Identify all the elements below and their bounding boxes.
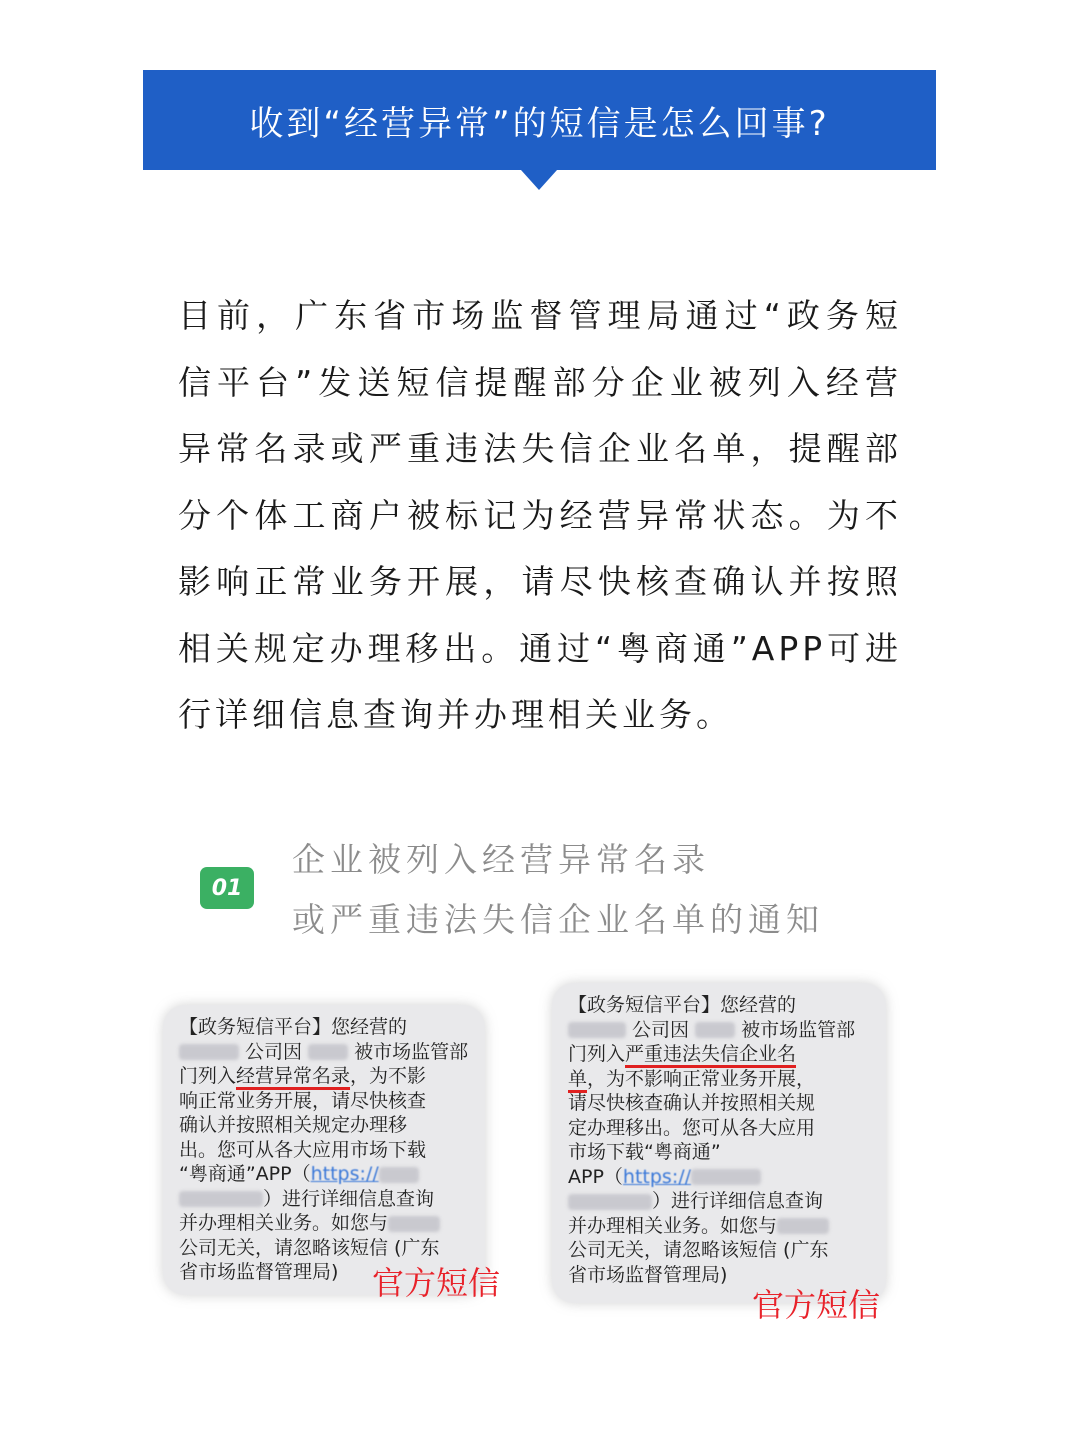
section-title-line-1: 企业被列入经营异常名录 bbox=[292, 840, 710, 879]
sms-left-link[interactable]: https:// bbox=[310, 1163, 379, 1185]
redacted-company-name bbox=[179, 1044, 239, 1060]
sms-message-left bbox=[163, 1005, 485, 1295]
official-sms-label-right: 官方短信 bbox=[752, 1286, 881, 1324]
redacted-link-part bbox=[691, 1169, 761, 1185]
sms-right-highlight-2: 单 bbox=[568, 1068, 587, 1093]
section-title-line-2: 或严重违法失信企业名单的通知 bbox=[292, 900, 824, 939]
redacted-reason bbox=[308, 1044, 348, 1060]
redacted-link-path bbox=[568, 1194, 652, 1210]
page-title: 收到“经营异常”的短信是怎么回事? bbox=[249, 103, 830, 144]
sms-left-highlight: 经营异常名录 bbox=[236, 1065, 350, 1090]
redacted-link-part bbox=[379, 1167, 419, 1183]
sms-right-highlight: 严重违法失信企业名 bbox=[625, 1043, 796, 1068]
redacted-link-path bbox=[179, 1191, 263, 1207]
title-banner bbox=[143, 70, 936, 170]
official-sms-label-left: 官方短信 bbox=[372, 1264, 501, 1302]
section-title bbox=[292, 830, 912, 950]
section-number-badge: 01 bbox=[200, 867, 254, 909]
redacted-company-name-2 bbox=[388, 1216, 440, 1232]
redacted-reason bbox=[695, 1022, 735, 1038]
banner-pointer bbox=[521, 170, 557, 190]
redacted-company-name bbox=[568, 1022, 626, 1038]
sms-right-link[interactable]: https:// bbox=[622, 1165, 692, 1188]
sms-left-body: 【政务短信平台】您经营的 公司因 被市场监管部 门列入经营异常名录，为不影 响正常业务开展，请尽快核查 确认并按照相关规定办理移 出。您可从各大应用市场下载 “粤商通”APP（https:// ）进行详细信息查询 并办理相关业务。如您与 公司无关，请忽略该短信 (广东 省市场监督管理局) bbox=[179, 1016, 469, 1283]
intro-paragraph: 目前，广东省市场监督管理局通过“政务短信平台”发送短信提醒部分企业被列入经营异常名录或严重违法失信企业名单，提醒部分个体工商户被标记为经营异常状态。为不影响正常业务开展，请尽快核查确认并按照相关规定办理移出。通过“粤商通”APP可进行详细信息查询并办理相关业务。 bbox=[178, 296, 902, 734]
redacted-company-name-2 bbox=[777, 1218, 829, 1234]
sms-right-body: 【政务短信平台】您经营的 公司因 被市场监管部 门列入严重违法失信企业名 单，为不影响正常业务开展， 请尽快核查确认并按照相关规 定办理移出。您可从各大应用 市场下载“粤商通” APP（https:// ）进行详细信息查询 并办理相关业务。如您与 公司无关，请忽略该短信 (广东 省市场监督管理局) bbox=[568, 994, 856, 1286]
sms-message-right bbox=[552, 983, 886, 1303]
